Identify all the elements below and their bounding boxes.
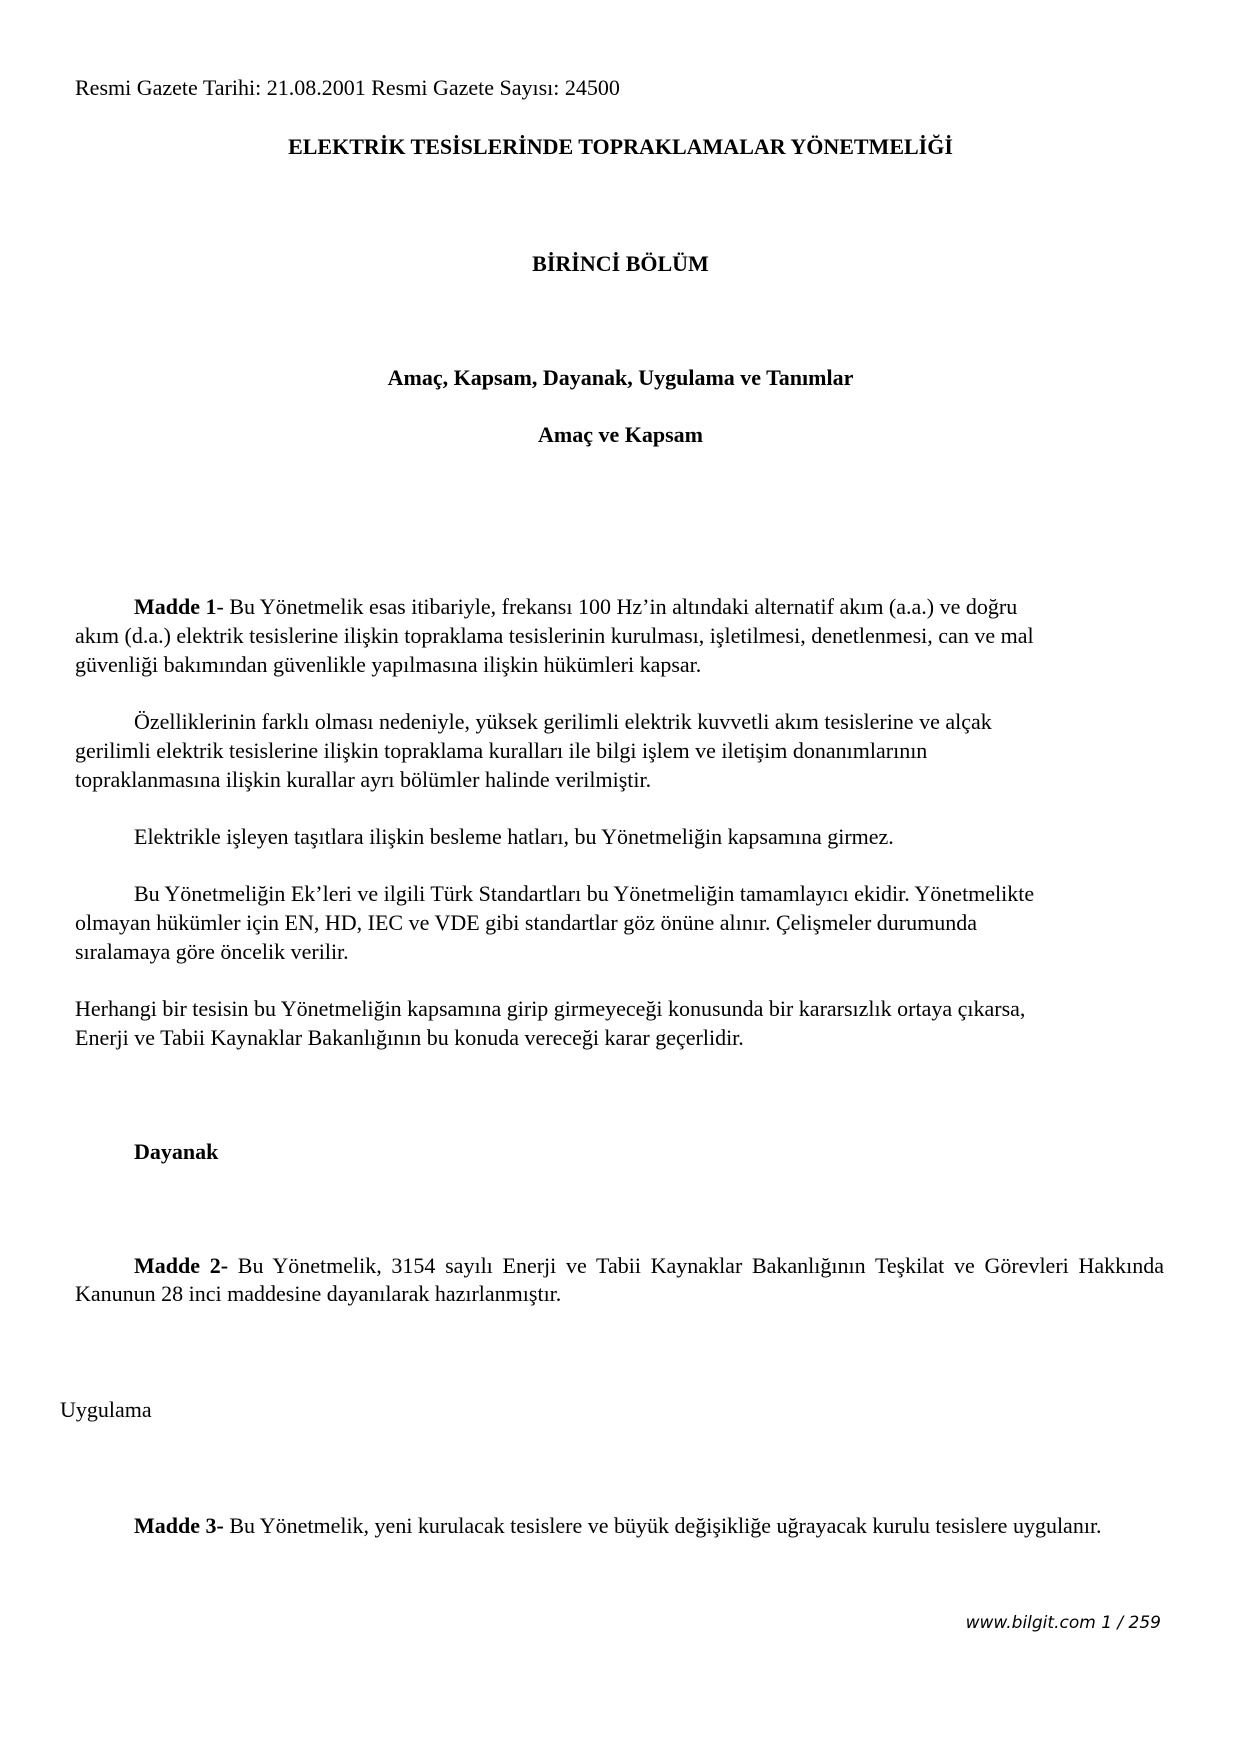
para2-line3: topraklanmasına ilişkin kurallar ayrı bölümler halinde verilmiştir. — [75, 767, 652, 792]
para2-line2: gerilimli elektrik tesislerine ilişkin topraklama kuralları ile bilgi işlem ve iletişim donanımlarının — [75, 738, 928, 763]
madde1-line1 — [134, 593, 1017, 621]
madde2-paragraph — [75, 1252, 1164, 1308]
dayanak-heading: Dayanak — [134, 1139, 219, 1164]
madde3-label: Madde 3- — [134, 1513, 224, 1538]
madde1-line3: güvenliği bakımından güvenlikle yapılmasına ilişkin hükümleri kapsar. — [75, 652, 702, 677]
page-footer — [966, 1612, 1161, 1634]
madde1-line1-text: - Bu Yönetmelik esas itibariyle, frekansı 100 Hz’in altındaki alternatif akım (a.a.) ve doğru — [216, 594, 1018, 619]
para5-line2: Enerji ve Tabii Kaynaklar Bakanlığının bu konuda vereceği karar geçerlidir. — [75, 1025, 744, 1050]
scope-heading: Amaç ve Kapsam — [538, 422, 703, 447]
part-heading: BİRİNCİ BÖLÜM — [532, 251, 709, 276]
gazette-info-line: Resmi Gazete Tarihi: 21.08.2001 Resmi Gazete Sayısı: 24500 — [75, 75, 620, 100]
para4-line2: olmayan hükümler için EN, HD, IEC ve VDE gibi standartlar göz önüne alınır. Çelişmeler durumunda — [75, 910, 977, 935]
para4-line3: sıralamaya göre öncelik verilir. — [75, 939, 349, 964]
para4-line1: Bu Yönetmeliğin Ek’leri ve ilgili Türk Standartları bu Yönetmeliğin tamamlayıcı ekidir. Yönetmelikte — [134, 881, 1035, 906]
footer-site-link[interactable]: www.bilgit.com — [965, 1613, 1096, 1633]
madde1-label: Madde 1 — [134, 594, 217, 619]
part-subtitle: Amaç, Kapsam, Dayanak, Uygulama ve Tanımlar — [387, 365, 854, 390]
madde1-line2: akım (d.a.) elektrik tesislerine ilişkin topraklama tesislerinin kurulması, işletilmesi, denetlenmesi, can ve mal — [75, 623, 1034, 648]
document-title: ELEKTRİK TESİSLERİNDE TOPRAKLAMALAR YÖNETMELİĞİ — [288, 134, 953, 159]
para5-line1: Herhangi bir tesisin bu Yönetmeliğin kapsamına girip girmeyeceği konusunda bir kararsızlık ortaya çıkarsa, — [75, 996, 1026, 1021]
madde2-label: Madde 2- — [134, 1253, 229, 1278]
madde2-text: Bu Yönetmelik, 3154 sayılı Enerji ve Tabii Kaynaklar Bakanlığının Teşkilat ve Görevleri Hakkında Kanunun 28 inci maddesine dayanılarak hazırlanmıştır. — [75, 1253, 1165, 1306]
madde3-text: Bu Yönetmelik, yeni kurulacak tesislere ve büyük değişikliğe uğrayacak kurulu tesislere uygulanır. — [229, 1513, 1102, 1538]
madde3-paragraph — [75, 1512, 1164, 1540]
footer-page-number: 1 / 259 — [1101, 1613, 1161, 1633]
para3-line1: Elektrikle işleyen taşıtlara ilişkin besleme hatları, bu Yönetmeliğin kapsamına girmez. — [134, 824, 894, 849]
uygulama-heading: Uygulama — [60, 1397, 152, 1422]
para2-line1: Özelliklerinin farklı olması nedeniyle, yüksek gerilimli elektrik kuvvetli akım tesislerine ve alçak — [134, 709, 992, 734]
